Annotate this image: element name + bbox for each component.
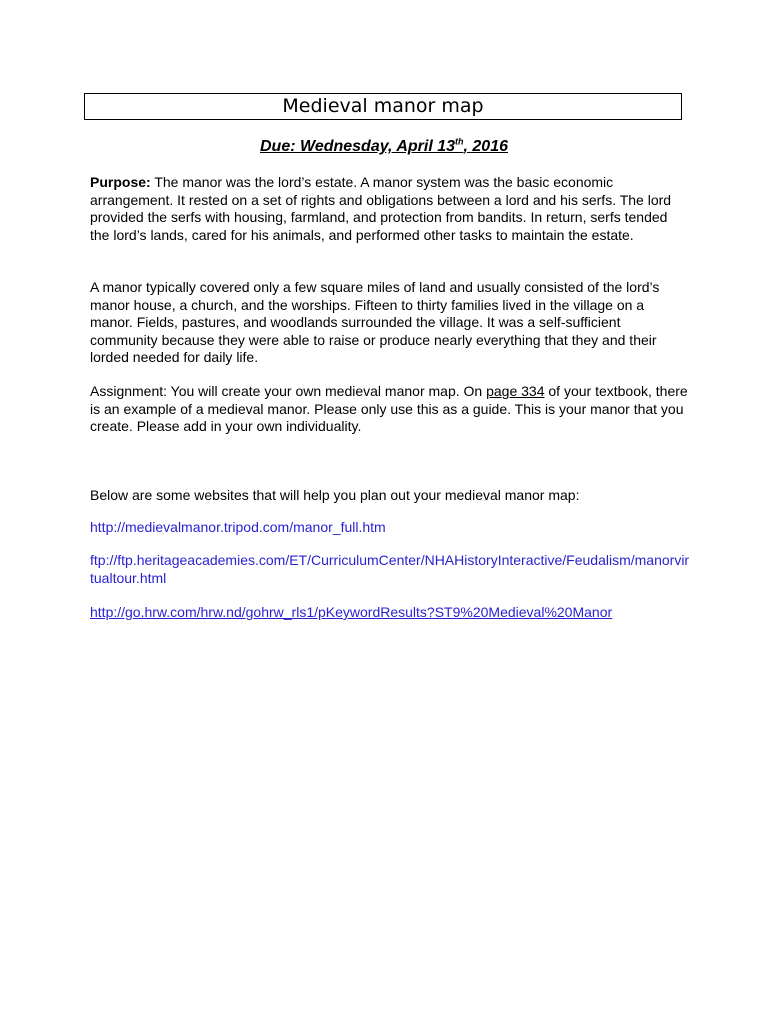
link-hrw[interactable] xyxy=(90,604,690,622)
due-date-year: , 2016 xyxy=(463,138,508,155)
due-date-text: Due: Wednesday, April 13 xyxy=(260,138,456,155)
title-box xyxy=(84,93,682,120)
due-date-ordinal: th xyxy=(455,136,464,147)
assignment-text-before: Assignment: You will create your own medieval manor map. On xyxy=(90,383,487,399)
page-reference: page 334 xyxy=(486,383,545,399)
due-date xyxy=(0,138,768,156)
manor-description-paragraph: A manor typically covered only a few square miles of land and usually consisted of the lord’s manor house, a church, and the worships. Fifteen to thirty families lived in the village on a manor. Fields, pastures, and woodlands surrounded the village. It was a self-sufficient community because they were able to raise or produce nearly everything that they and their lorded needed for daily life. xyxy=(90,279,660,365)
link-medievalmanor-anchor[interactable]: http://medievalmanor.tripod.com/manor_full.htm xyxy=(90,519,386,535)
purpose-text: The manor was the lord’s estate. A manor system was the basic economic arrangement. It rested on a set of rights and obligations between a lord and his serfs. The lord provided the serfs with housing, farmland, and protection from bandits. In return, serfs tended the lord’s lands, cared for his animals, and performed other tasks to maintain the estate. xyxy=(90,174,672,243)
websites-intro: Below are some websites that will help you plan out your medieval manor map: xyxy=(90,487,580,503)
link-hrw-anchor[interactable]: http://go.hrw.com/hrw.nd/gohrw_rls1/pKeywordResults?ST9%20Medieval%20Manor xyxy=(90,604,613,620)
link-heritageacademies[interactable] xyxy=(90,552,690,587)
link-heritageacademies-anchor[interactable]: ftp://ftp.heritageacademies.com/ET/CurriculumCenter/NHAHistoryInteractive/Feudalism/manorvirtualtour.html xyxy=(90,552,690,586)
document-title: Medieval manor map xyxy=(282,95,484,117)
assignment-paragraph xyxy=(90,383,690,436)
assignment-text-after: of your textbook, there is an example of a medieval manor. Please only use this as a guide. This is your manor that you create. Please add in your own individuality. xyxy=(90,383,688,434)
purpose-paragraph xyxy=(90,174,690,244)
link-medievalmanor[interactable] xyxy=(90,519,690,537)
purpose-label: Purpose: xyxy=(90,174,151,190)
